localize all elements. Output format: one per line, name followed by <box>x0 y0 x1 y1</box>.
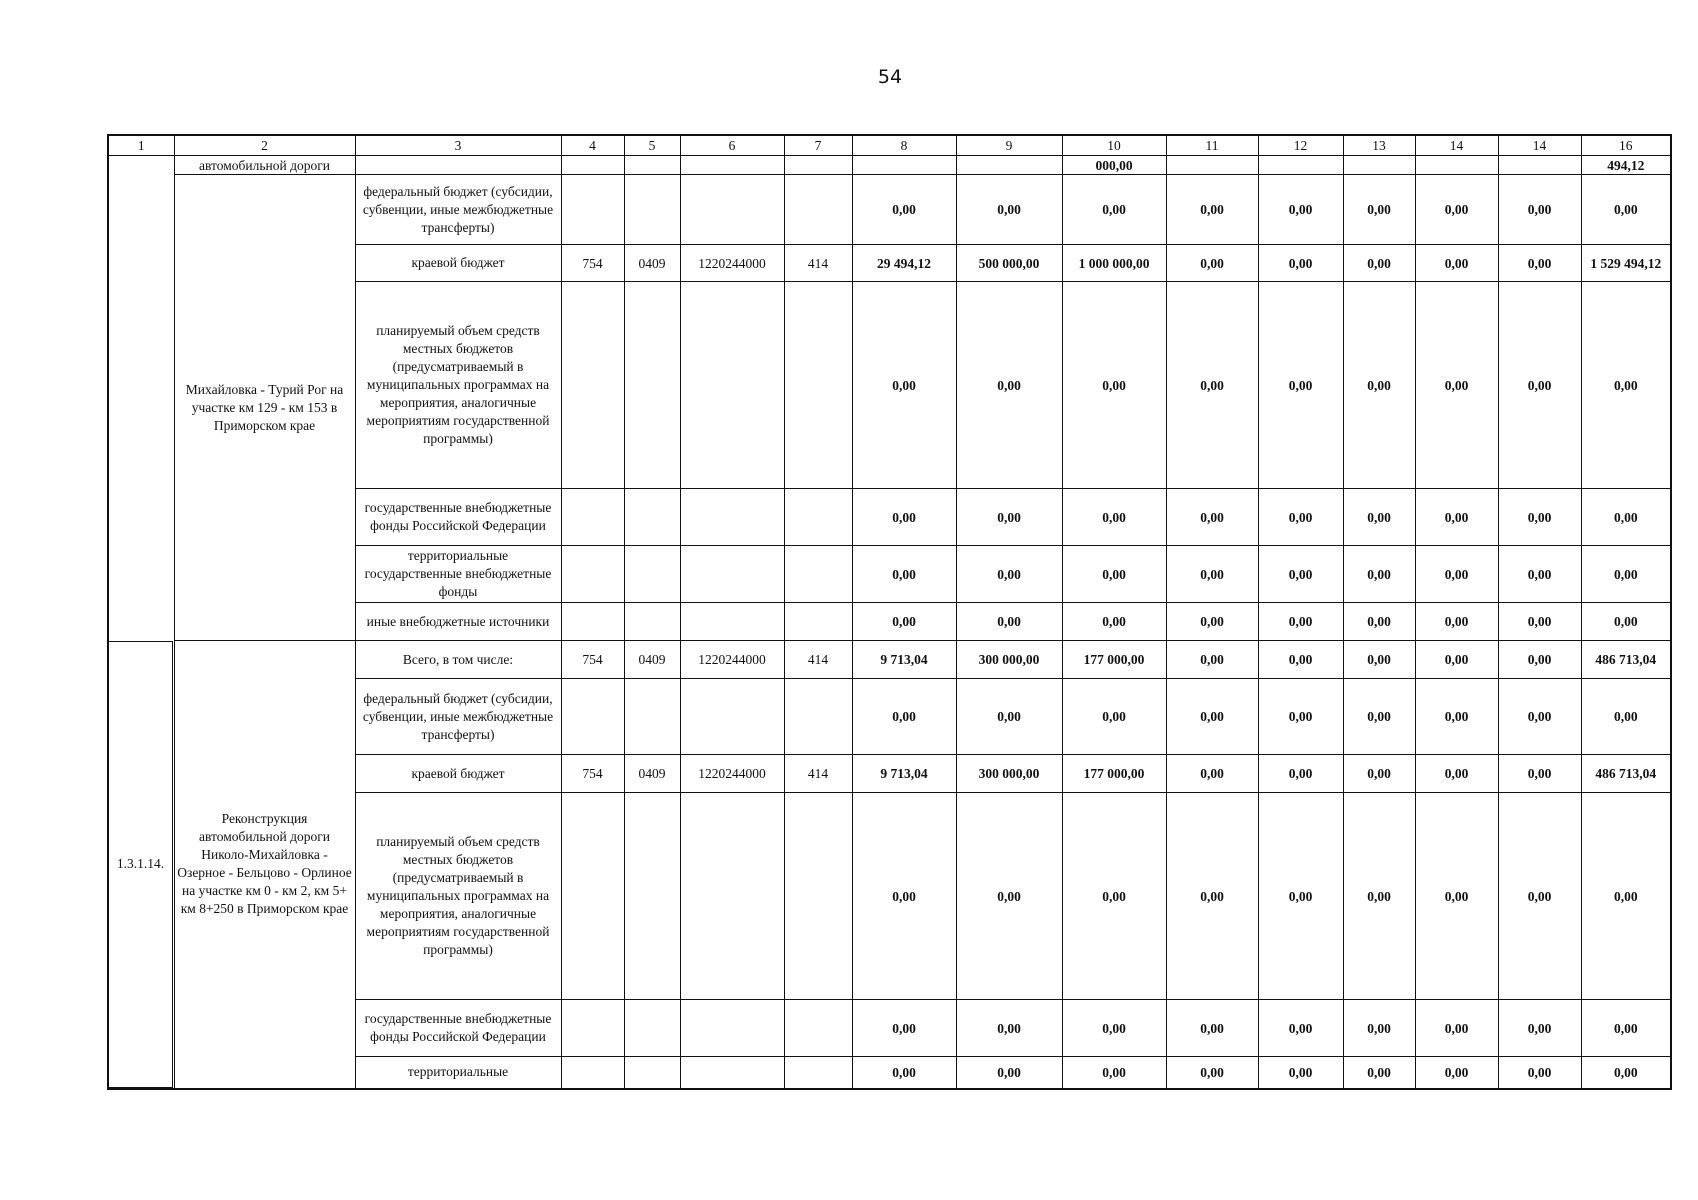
value-cell: 0,00 <box>1343 793 1415 1000</box>
value-cell: 0,00 <box>1581 1057 1671 1089</box>
value-cell: 0,00 <box>956 175 1062 245</box>
funding-source: государственные внебюджетные фонды Российской Федерации <box>355 489 561 546</box>
value-cell: 0,00 <box>1166 679 1258 755</box>
funding-source: краевой бюджет <box>355 755 561 793</box>
value-cell: 0,00 <box>1581 175 1671 245</box>
value-cell: 0,00 <box>1498 489 1581 546</box>
value-cell: 0,00 <box>1343 755 1415 793</box>
value-cell: 0,00 <box>1258 641 1343 679</box>
col-header: 10 <box>1062 135 1166 156</box>
value-cell: 0,00 <box>1581 489 1671 546</box>
value-cell: 1 000 000,00 <box>1062 245 1166 282</box>
value-cell: 9 713,04 <box>852 755 956 793</box>
value-cell: 0,00 <box>852 1057 956 1089</box>
funding-source: Всего, в том числе: <box>355 641 561 679</box>
value-cell: 0,00 <box>1581 793 1671 1000</box>
budget-table <box>107 134 1672 1090</box>
value-cell: 0,00 <box>1258 1000 1343 1057</box>
value-cell: 0,00 <box>1415 603 1498 641</box>
code-cell: 754 <box>561 641 624 679</box>
value-cell: 0,00 <box>1258 245 1343 282</box>
value-cell: 0,00 <box>1415 1057 1498 1089</box>
code-cell: 0409 <box>624 755 680 793</box>
col-header: 1 <box>108 135 174 156</box>
carry-value-10: 000,00 <box>1062 156 1166 175</box>
value-cell: 0,00 <box>1498 793 1581 1000</box>
col-header: 12 <box>1258 135 1343 156</box>
item-index: 1.3.1.14. <box>107 641 173 1089</box>
code-cell: 0409 <box>624 245 680 282</box>
code-cell: 1220244000 <box>680 755 784 793</box>
value-cell: 0,00 <box>1166 793 1258 1000</box>
table-row <box>108 156 1671 175</box>
value-cell: 0,00 <box>1166 1000 1258 1057</box>
value-cell: 0,00 <box>1581 1000 1671 1057</box>
value-cell: 0,00 <box>956 603 1062 641</box>
value-cell: 0,00 <box>1343 679 1415 755</box>
value-cell: 0,00 <box>1343 1057 1415 1089</box>
value-cell: 0,00 <box>1062 489 1166 546</box>
value-cell: 0,00 <box>1258 755 1343 793</box>
funding-source: территориальные государственные внебюджетные фонды <box>355 546 561 603</box>
table-row <box>108 641 1671 679</box>
value-cell: 0,00 <box>1498 1057 1581 1089</box>
value-cell: 177 000,00 <box>1062 755 1166 793</box>
value-cell: 0,00 <box>1258 489 1343 546</box>
code-cell: 1220244000 <box>680 641 784 679</box>
funding-source: государственные внебюджетные фонды Российской Федерации <box>355 1000 561 1057</box>
value-cell: 0,00 <box>1343 546 1415 603</box>
value-cell: 0,00 <box>1062 282 1166 489</box>
value-cell: 0,00 <box>1062 1000 1166 1057</box>
code-cell: 414 <box>784 245 852 282</box>
value-cell: 0,00 <box>1581 282 1671 489</box>
code-cell: 0409 <box>624 641 680 679</box>
value-cell: 0,00 <box>852 1000 956 1057</box>
code-cell: 414 <box>784 755 852 793</box>
code-cell: 1220244000 <box>680 245 784 282</box>
value-cell: 0,00 <box>1581 546 1671 603</box>
col-header: 14 <box>1498 135 1581 156</box>
value-cell: 0,00 <box>1258 175 1343 245</box>
value-cell: 0,00 <box>1415 793 1498 1000</box>
value-cell: 0,00 <box>1062 175 1166 245</box>
column-number-row <box>108 135 1671 156</box>
value-cell: 0,00 <box>1343 1000 1415 1057</box>
value-cell: 0,00 <box>1062 603 1166 641</box>
col-header: 6 <box>680 135 784 156</box>
funding-source: планируемый объем средств местных бюджетов (предусматриваемый в муниципальных программах на мероприятия, аналогичные мероприятиям государственной программы) <box>355 793 561 1000</box>
value-cell: 300 000,00 <box>956 755 1062 793</box>
value-cell: 0,00 <box>1415 641 1498 679</box>
value-cell: 0,00 <box>1581 603 1671 641</box>
value-cell: 0,00 <box>1498 679 1581 755</box>
value-cell: 0,00 <box>1343 175 1415 245</box>
carry-value-16: 494,12 <box>1581 156 1671 175</box>
funding-source: федеральный бюджет (субсидии, субвенции, иные межбюджетные трансферты) <box>355 175 561 245</box>
value-cell: 0,00 <box>1343 282 1415 489</box>
value-cell: 500 000,00 <box>956 245 1062 282</box>
value-cell: 0,00 <box>1343 603 1415 641</box>
value-cell: 0,00 <box>852 175 956 245</box>
value-cell: 0,00 <box>1166 546 1258 603</box>
value-cell: 0,00 <box>1415 679 1498 755</box>
funding-source: иные внебюджетные источники <box>355 603 561 641</box>
value-cell: 0,00 <box>852 603 956 641</box>
value-cell: 0,00 <box>1258 546 1343 603</box>
value-cell: 0,00 <box>1258 603 1343 641</box>
value-cell: 0,00 <box>1258 282 1343 489</box>
item-desc-top: автомобильной дороги <box>174 156 355 175</box>
code-cell: 754 <box>561 755 624 793</box>
value-cell: 0,00 <box>1415 282 1498 489</box>
page-number: 54 <box>877 66 903 88</box>
value-cell: 0,00 <box>852 546 956 603</box>
funding-source: территориальные <box>355 1057 561 1089</box>
col-header: 7 <box>784 135 852 156</box>
funding-source: федеральный бюджет (субсидии, субвенции, иные межбюджетные трансферты) <box>355 679 561 755</box>
code-cell: 414 <box>784 641 852 679</box>
col-header: 5 <box>624 135 680 156</box>
value-cell: 0,00 <box>1415 1000 1498 1057</box>
value-cell: 0,00 <box>1498 755 1581 793</box>
value-cell: 0,00 <box>1498 175 1581 245</box>
value-cell: 0,00 <box>1166 641 1258 679</box>
col-header: 2 <box>174 135 355 156</box>
col-header: 13 <box>1343 135 1415 156</box>
value-cell: 0,00 <box>1581 679 1671 755</box>
value-cell: 0,00 <box>1258 1057 1343 1089</box>
value-cell: 0,00 <box>1062 793 1166 1000</box>
value-cell: 0,00 <box>852 679 956 755</box>
col-header: 11 <box>1166 135 1258 156</box>
value-cell: 0,00 <box>852 793 956 1000</box>
value-cell: 0,00 <box>1258 679 1343 755</box>
value-cell: 0,00 <box>1343 245 1415 282</box>
item-description: Реконструкция автомобильной дороги Николо-Михайловка - Озерное - Бельцово - Орлиное на участке км 0 - км 2, км 5+ км 8+250 в Приморском крае <box>174 641 355 1089</box>
value-cell: 0,00 <box>1062 1057 1166 1089</box>
funding-source: планируемый объем средств местных бюджетов (предусматриваемый в муниципальных программах на мероприятия, аналогичные мероприятиям государственной программы) <box>355 282 561 489</box>
value-cell: 0,00 <box>956 1000 1062 1057</box>
value-cell: 0,00 <box>1415 245 1498 282</box>
item-description: Михайловка - Турий Рог на участке км 129 - км 153 в Приморском крае <box>174 175 355 641</box>
value-cell: 0,00 <box>1166 1057 1258 1089</box>
value-cell: 0,00 <box>1258 793 1343 1000</box>
value-cell: 0,00 <box>956 679 1062 755</box>
value-cell: 0,00 <box>1166 489 1258 546</box>
value-cell: 0,00 <box>1498 641 1581 679</box>
col-header: 16 <box>1581 135 1671 156</box>
value-cell: 0,00 <box>1415 489 1498 546</box>
value-cell: 0,00 <box>1498 603 1581 641</box>
value-cell: 0,00 <box>852 282 956 489</box>
value-cell: 0,00 <box>1166 282 1258 489</box>
value-cell: 0,00 <box>956 282 1062 489</box>
value-cell: 0,00 <box>1415 755 1498 793</box>
value-cell: 0,00 <box>956 546 1062 603</box>
value-cell: 0,00 <box>1498 1000 1581 1057</box>
col-header: 14 <box>1415 135 1498 156</box>
value-cell: 0,00 <box>1498 245 1581 282</box>
value-cell: 0,00 <box>956 489 1062 546</box>
table-row <box>108 175 1671 245</box>
value-cell: 9 713,04 <box>852 641 956 679</box>
value-cell: 0,00 <box>1166 603 1258 641</box>
value-cell: 0,00 <box>1166 755 1258 793</box>
code-cell: 754 <box>561 245 624 282</box>
value-cell: 486 713,04 <box>1581 755 1671 793</box>
value-cell: 0,00 <box>956 1057 1062 1089</box>
col-header: 9 <box>956 135 1062 156</box>
value-cell: 177 000,00 <box>1062 641 1166 679</box>
value-cell: 0,00 <box>1415 546 1498 603</box>
col-header: 4 <box>561 135 624 156</box>
funding-source: краевой бюджет <box>355 245 561 282</box>
value-cell: 0,00 <box>1498 282 1581 489</box>
value-cell: 0,00 <box>1415 175 1498 245</box>
value-cell: 29 494,12 <box>852 245 956 282</box>
col-header: 3 <box>355 135 561 156</box>
value-cell: 0,00 <box>956 793 1062 1000</box>
value-cell: 0,00 <box>1166 245 1258 282</box>
value-cell: 0,00 <box>1062 546 1166 603</box>
value-cell: 0,00 <box>1343 641 1415 679</box>
value-cell: 0,00 <box>1166 175 1258 245</box>
value-cell: 486 713,04 <box>1581 641 1671 679</box>
value-cell: 300 000,00 <box>956 641 1062 679</box>
col-header: 8 <box>852 135 956 156</box>
value-cell: 0,00 <box>1343 489 1415 546</box>
value-cell: 0,00 <box>1062 679 1166 755</box>
value-cell: 0,00 <box>852 489 956 546</box>
value-cell: 1 529 494,12 <box>1581 245 1671 282</box>
value-cell: 0,00 <box>1498 546 1581 603</box>
